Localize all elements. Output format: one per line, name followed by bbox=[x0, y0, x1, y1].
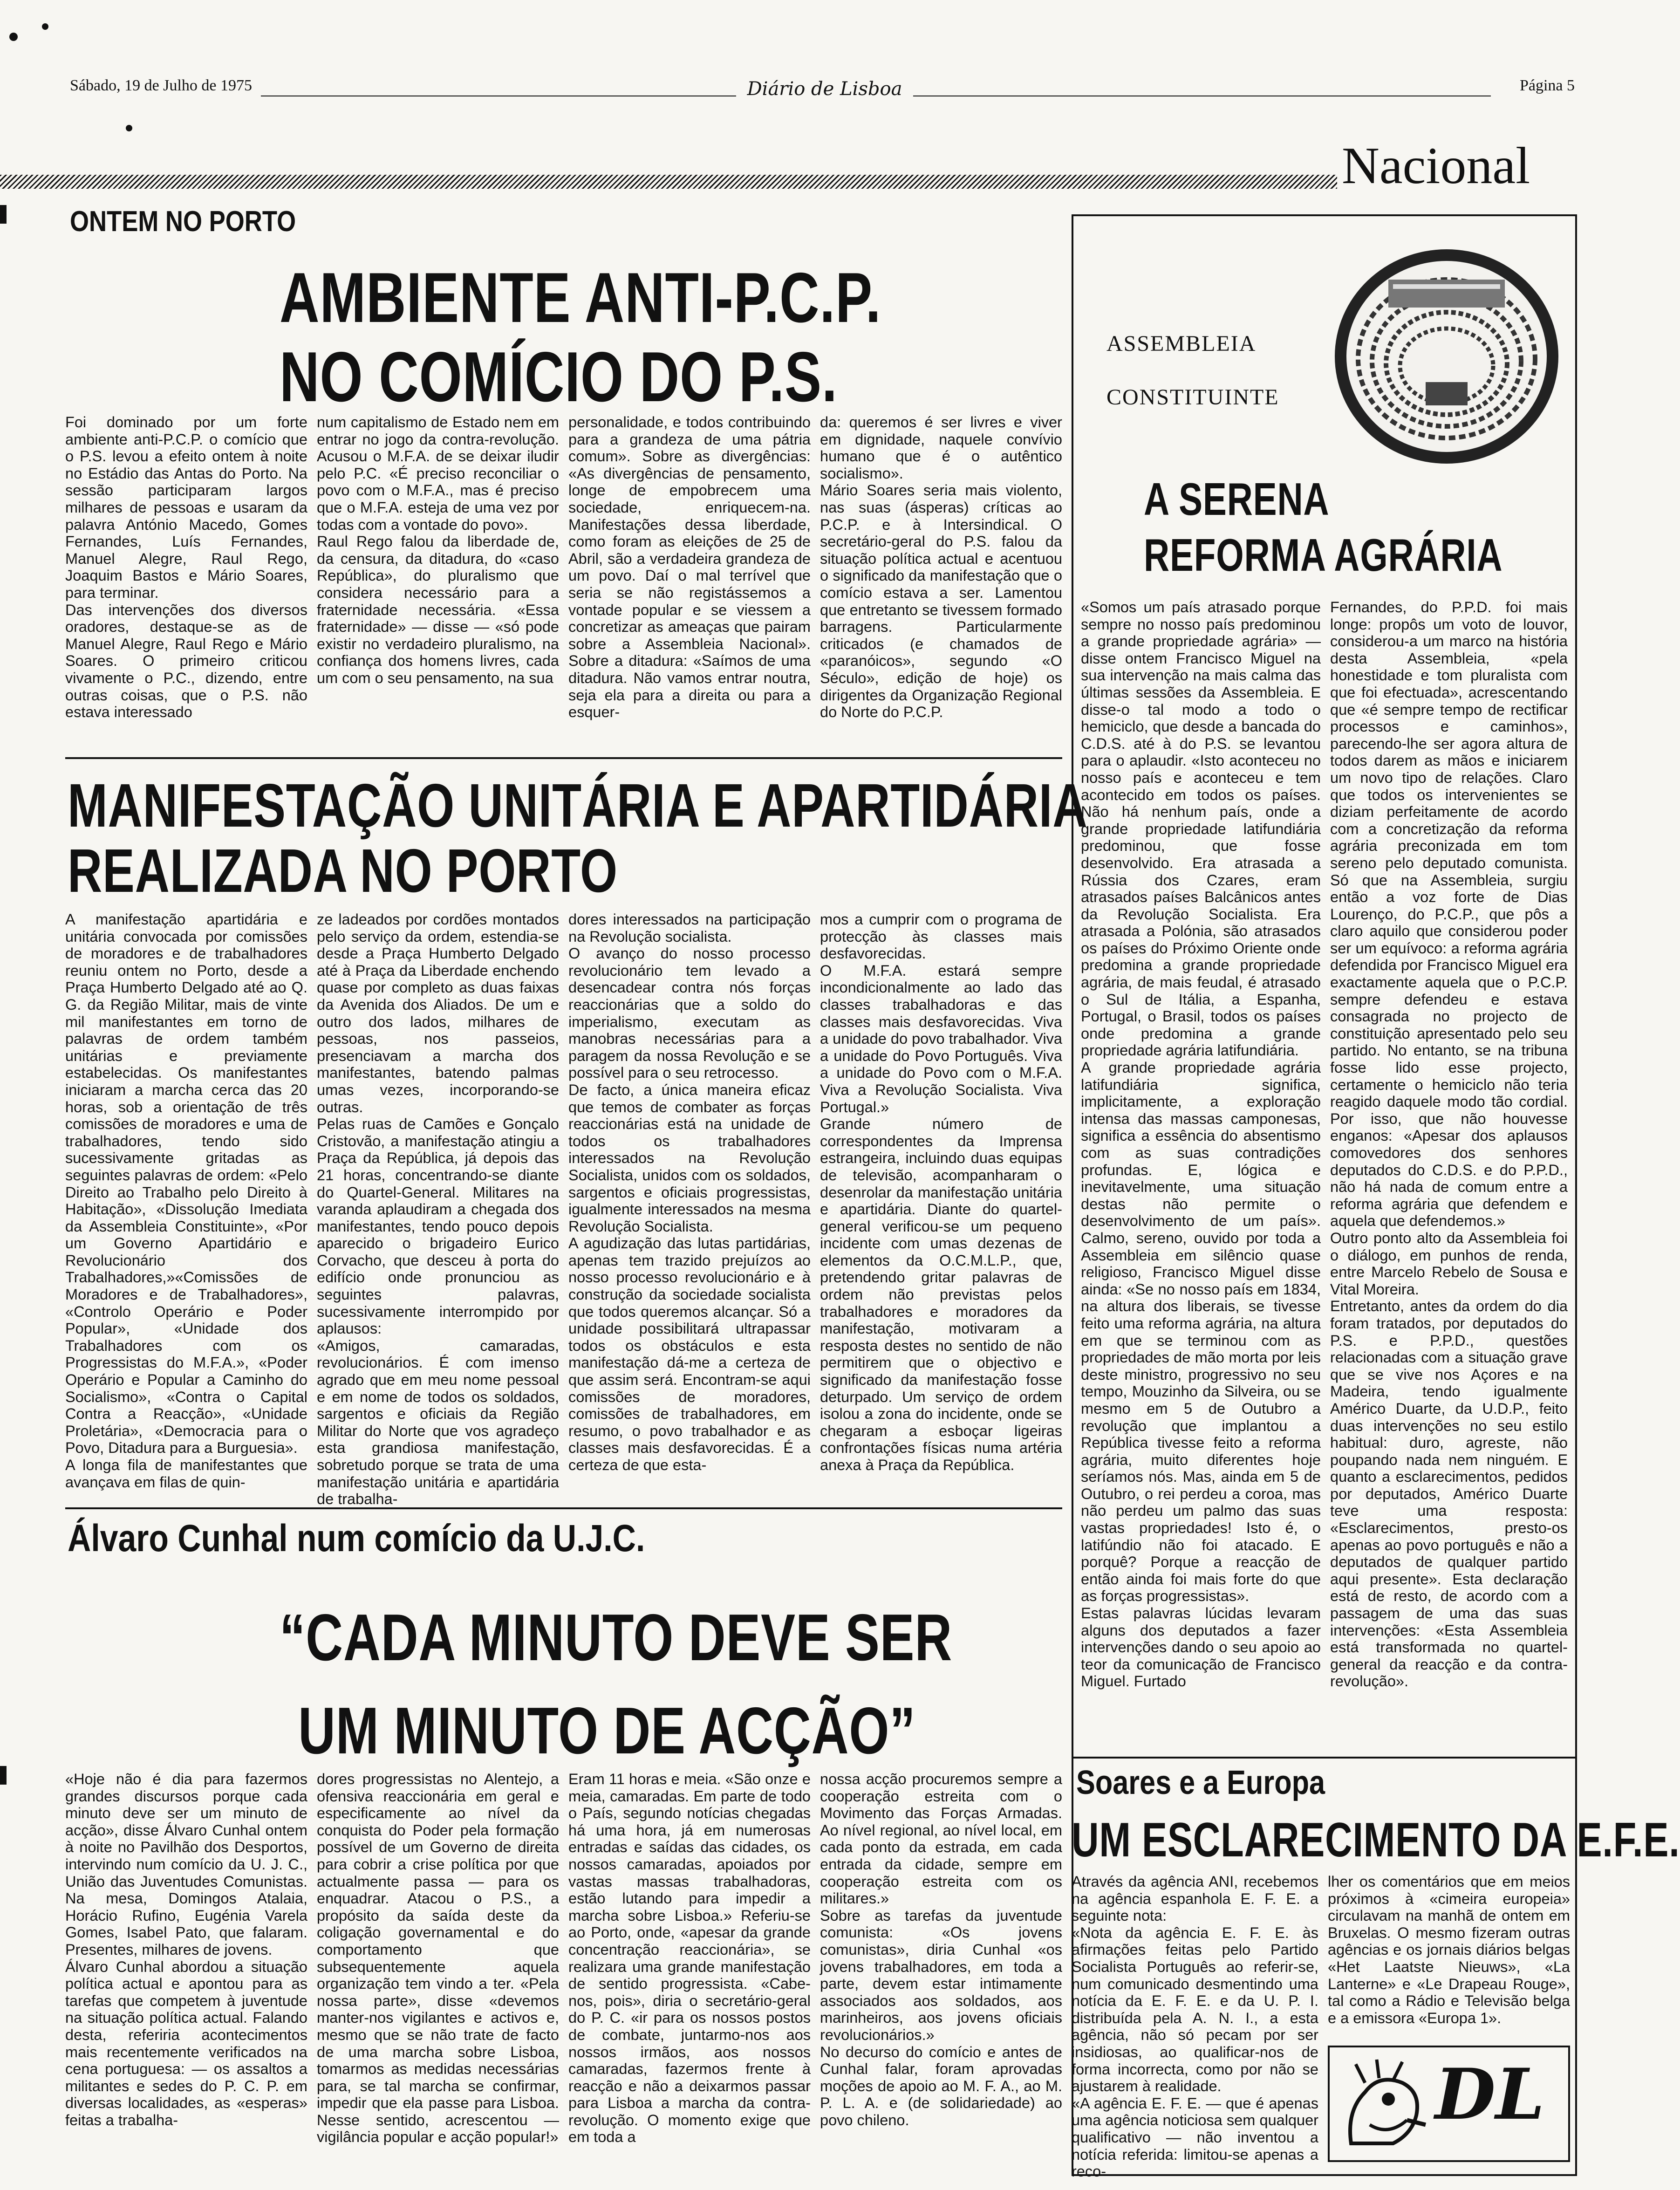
article4-col1: Através da agência ANI, recebemos na agência espanhola E. F. E. a seguinte nota: «Nota da agência E. F. E. às afirmações feitas pelo Partido Socialista Português ao referir-se, num comunicado desmentindo uma notícia da E. F. E. e da U. P. I. distribuída pela A. N. I., a esta agência, não só pecam por ser insidiosas, ao qualificar-nos de forma incorrecta, como por não se ajustarem à realidade. «A agência E. F. E. — que é apenas uma agência noticiosa sem qualquer qualificativo — não inventou a notícia referida: limitou-se apenas a reco- bbox=[1072, 1873, 1318, 2180]
article4-col2: lher os comentários que em meios próximos à «cimeira europeia» circulavam na manhã de ontem em Bruxelas. O mesmo fizeram outras agências e os jornais diários belgas «Het Laatste Nieuws», «La Lanterne» e «Le Drapeau Rouge», tal como a Rádio e Televisão belga e a emissora «Europa 1». bbox=[1328, 1873, 1570, 2026]
article3-headline-line1: “CADA MINUTO DEVE SER bbox=[280, 1601, 953, 1675]
margin-mark bbox=[0, 205, 7, 224]
assembleia-headline-line1: A SERENA bbox=[1144, 473, 1330, 525]
article4-headline: UM ESCLARECIMENTO DA E.F.E. bbox=[1072, 1813, 1680, 1867]
section-hatch-band bbox=[0, 175, 1337, 189]
dl-mascot-illustration bbox=[1337, 2055, 1430, 2153]
print-speck bbox=[42, 23, 48, 30]
article2-col4: mos a cumprir com o programa de protecção às classes mais desfavorecidas. O M.F.A. estará sempre incondicionalmente ao lado das classes trabalhadoras e das classes mais desfavorecidas. Viva a unidade do povo trabalhador. Viva a unidade do Povo Português. Viva a unidade do Povo com o M.F.A. Viva a Revolução Socialista. Viva Portugal.» Grande número de correspondentes da Imprensa estrangeira, incluindo duas equipas de televisão, acompanharam o desenrolar da manifestação unitária e apartidária. Diante do quartel-general verificou-se um pequeno incidente com umas dezenas de elementos da O.C.M.L.P., que, pretendendo gritar palavras de ordem não previstas pelos trabalhadores e moradores da manifestação, motivaram a resposta destes no sentido de não permitirem que o objectivo e significado da manifestação fosse deturpado. Um serviço de ordem isolou a zona do incidente, onde se chegaram a esboçar ligeiras confrontações físicas numa artéria anexa à Praça da República. bbox=[820, 911, 1062, 1473]
page-number: Página 5 bbox=[1519, 77, 1575, 94]
assembleia-headline-line2: REFORMA AGRÁRIA bbox=[1144, 529, 1503, 581]
article3-kicker: Álvaro Cunhal num comício da U.J.C. bbox=[68, 1517, 645, 1560]
print-speck bbox=[126, 125, 132, 131]
article3-col1: «Hoje não é dia para fazermos grandes discursos porque cada minuto deve ser um minuto de acção», disse Álvaro Cunhal ontem à noite no Pavilhão dos Desportos, intervindo num comício da U. J. C., União das Juventudes Comunistas. Na mesa, Domingos Atalaia, Horácio Rufino, Eugénia Varela Gomes, Isabel Pato, que falaram. Presentes, milhares de jovens. Álvaro Cunhal abordou a situação política actual e apontou para as tarefas que competem à juventude na situação política actual. Falando desta, referiria acontecimentos mais recentemente verificados na cena portuguesa: — os assaltos a militantes e sedes do P. C. P. em diversas localidades, as «esperas» feitas a trabalha- bbox=[65, 1771, 307, 2128]
article3-col3: Eram 11 horas e meia. «São onze e meia, camaradas. Em parte de todo o País, segundo notícias chegadas há uma hora, já em numerosas entradas e saídas das cidades, os nossos camaradas, apoiados por vastas massas trabalhadoras, estão lutando para impedir a marcha sobre Lisboa.» Referiu-se ao Porto, onde, «apesar da grande concentração reaccionária», se realizara uma grande manifestação de sentido progressista. «Cabe-nos, pois», diria o secretário-geral do P. C. «ir para os nossos postos de combate, juntarmo-nos aos nossos irmãos, aos nossos camaradas, fazermos frente à reacção e não a deixarmos passar para Lisboa a marcha da contra-revolução. O momento exige que em toda a bbox=[568, 1771, 811, 2146]
separator-rule bbox=[65, 1507, 1062, 1509]
article1-headline-line2: NO COMÍCIO DO P.S. bbox=[280, 337, 838, 417]
assembleia-col2: Fernandes, do P.P.D. foi mais longe: propôs um voto de louvor, considerou-a um marco na história desta Assembleia, «pela honestidade e tom pluralista com que foi efectuada», acrescentando que «é sempre tempo de rectificar processos e caminhos», parecendo-lhe ser agora altura de todos darem as mãos e iniciarem um novo tipo de relações. Claro que todos os intervenientes se diziam perfeitamente de acordo com a concretização da reforma agrária preconizada em tom sereno pelo deputado comunista. Só que na Assembleia, surgiu então a voz forte de Dias Lourenço, do P.C.P., que pôs a claro aquilo que considerou poder ser um equívoco: a reforma agrária defendida por Francisco Miguel era exactamente aquela que o P.C.P. sempre defendeu e estava consagrada no projecto de constituição apresentado pelo seu partido. No entanto, se na tribuna fosse lido esse projecto, certamente o hemiciclo não teria reagido daquele modo tão cordial. Por isso, que não houvesse enganos: «Apesar dos aplausos comovedores dos senhores deputados do C.D.S. e do P.P.D., não há nada de comum entre a reforma agrária que defendem e aquela que defendemos.» Outro ponto alto da Assembleia foi o diálogo, em punhos de renda, entre Marcelo Rebelo de Sousa e Vital Moreira. Entretanto, antes da ordem do dia foram tratados, por deputados do P.S. e P.P.D., questões relacionadas com a situação grave que se vive nos Açores e na Madeira, tendo igualmente Américo Duarte, da U.D.P., feito duas intervenções no seu estilo habitual: duro, agreste, não poupando nada nem ninguém. E quanto a esclarecimentos, pedidos por deputados, Américo Duarte teve uma resposta: «Esclarecimentos, presto-os apenas ao povo português e não a deputados de qualquer partido aqui presente». Esta declaração está de resto, de acordo com a passagem de uma das suas intervenções: «Esta Assembleia está transformada no quartel-general da reacção e da contra-revolução». bbox=[1330, 599, 1568, 1690]
page-date: Sábado, 19 de Julho de 1975 bbox=[70, 77, 252, 94]
article2-col1: A manifestação apartidária e unitária convocada por comissões de moradores e de trabalhadores reuniu ontem no Porto, desde a Praça Humberto Delgado até ao Q. G. da Região Militar, mais de vinte mil manifestantes em torno de palavras de ordem também unitárias e previamente estabelecidas. Os manifestantes iniciaram a marcha cerca das 20 horas, sob a orientação de três comissões de moradores e uma de trabalhadores, tendo sido sucessivamente gritadas as seguintes palavras de ordem: «Pelo Direito ao Trabalho pelo Direito à Habitação», «Dissolução Imediata da Assembleia Constituinte», «Por um Governo Apartidário e Revolucionário dos Trabalhadores,»«Comissões de Moradores e de Trabalhadores», «Controlo Operário e Poder Popular», «Unidade dos Trabalhadores com os Progressistas do M.F.A.», «Poder Operário e Popular a Caminho do Socialismo», «Contra o Capital Contra a Reacção», «Unidade Proletária», «Democracia para o Povo, Ditadura para a Burguesia». A longa fila de manifestantes que avançava em filas de quin- bbox=[65, 911, 307, 1491]
assembleia-label-2: CONSTITUINTE bbox=[1106, 385, 1279, 410]
assembly-hall-photo bbox=[1332, 247, 1561, 466]
article2-headline-line2: REALIZADA NO PORTO bbox=[68, 836, 618, 905]
article2-headline-line1: MANIFESTAÇÃO UNITÁRIA E APARTIDÁRIA bbox=[68, 771, 1088, 840]
margin-mark bbox=[0, 1766, 7, 1785]
article3-col4: nossa acção procuremos sempre a cooperação estreita com o Movimento das Forças Armadas. Ao nível regional, ao nível local, em cada ponto da estrada, em cada entrada da cidade, sempre em cooperação estreita com os militares.» Sobre as tarefas da juventude comunista: «Os jovens comunistas», diria Cunhal «os jovens trabalhadores, em toda a parte, devem estar intimamente associados aos soldados, aos marinheiros, aos jovens oficiais revolucionários.» No decurso do comício e antes de Cunhal falar, foram aprovadas moções de apoio ao M. F. A., ao M. P. L. A. e (de solidariedade) ao povo chileno. bbox=[820, 1771, 1062, 2128]
masthead: Diário de Lisboa bbox=[747, 78, 902, 100]
article3-headline-line2: UM MINUTO DE ACÇÃO” bbox=[298, 1694, 916, 1768]
article2-col3: dores interessados na participação na Revolução socialista. O avanço do nosso processo revolucionário tem levado a desencadear contra nós forças reaccionárias que a soldo do imperialismo, executam as manobras necessárias para a paragem da nossa Revolução e se possível para o seu retrocesso. De facto, a única maneira eficaz que temos de combater as forças reaccionárias está na unidade de todos os trabalhadores interessados na Revolução Socialista, unidos com os soldados, sargentos e oficiais progressistas, igualmente interessados na mesma Revolução Socialista. A agudização das lutas partidárias, apenas tem trazido prejuízos ao nosso processo revolucionário e à construção da sociedade socialista que todos queremos alcançar. Só a unidade possibilitará ultrapassar todos os obstáculos e esta manifestação dá-me a certeza de que assim será. Encontram-se aqui comissões de moradores, comissões de trabalhadores, em resumo, o povo trabalhador e as classes mais desfavorecidas. É a certeza de que esta- bbox=[568, 911, 811, 1473]
article3-col2: dores progressistas no Alentejo, a ofensiva reaccionária em geral e especificamente ao nível da conquista do Poder pela formação possível de um Governo de direita para cobrir a crise política por que actualmente passa — para os enquadrar. Atacou o P.S., a propósito da saída deste da coligação governamental e do comportamento que subsequentemente aquela organização tem vindo a ter. «Pela nossa parte», disse «devemos manter-nos vigilantes e activos e, mesmo que se não trate de facto de uma marcha sobre Lisboa, tomarmos as medidas necessárias para, se tal marcha se confirmar, impedir que ela passe para Lisboa. Nesse sentido, acrescentou — vigilância popular e acção popular!» bbox=[317, 1771, 559, 2146]
print-speck bbox=[9, 33, 18, 41]
article1-col3: personalidade, e todos contribuindo para a grandeza de uma pátria comum». Sobre as divergências: «As divergências de pensamento, longe de empobrecem uma sociedade, enriquecem-na. Manifestações dessa liberdade, como foram as eleições de 25 de Abril, são a verdadeira grandeza de um povo. Daí o mal terrível que seria se não registássemos a vontade popular e se viessem a concretizar as ameaças que pairam sobre a Assembleia Nacional». Sobre a ditadura: «Saímos de uma ditadura. Não vamos entrar noutra, seja ela para a direita ou para a esquer- bbox=[568, 414, 811, 721]
article1-headline-line1: AMBIENTE ANTI-P.C.P. bbox=[280, 258, 881, 337]
article1-col2: num capitalismo de Estado nem em entrar no jogo da contra-revolução. Acusou o M.F.A. de se deixar iludir pelo P.C. «É preciso reconciliar o povo com o M.F.A., mas é preciso que o M.F.A. esteja de uma vez por todas com a vontade do povo». Raul Rego falou da liberdade de, da censura, da ditadura, do «caso República», do pluralismo que considera necessário para a fraternidade necessária. «Essa fraternidade» — disse — «só pode existir no verdadeiro pluralismo, na confiança dos homens livres, cada um com o seu pensamento, na sua bbox=[317, 414, 559, 686]
article2-col2: ze ladeados por cordões montados pelo serviço da ordem, estendia-se desde a Praça Humberto Delgado até à Praça da Liberdade enchendo quase por completo as duas faixas da Avenida dos Aliados. De um e outro dos lados, milhares de pessoas, nos passeios, presenciavam a marcha dos manifestantes, batendo palmas umas vezes, incorporando-se outras. Pelas ruas de Camões e Gonçalo Cristovão, a manifestação atingiu a Praça da República, já depois das 21 horas, concentrando-se diante do Quartel-General. Militares na varanda aplaudiram a chegada dos manifestantes, tendo pouco depois aparecido o brigadeiro Eurico Corvacho, que desceu à porta do edifício onde pronunciou as seguintes palavras, sucessivamente interrompido por aplausos: «Amigos, camaradas, revolucionários. É com imenso agrado que em meu nome pessoal e em nome de todos os soldados, sargentos e oficiais da Região Militar do Norte que vos agradeço esta grandiosa manifestação, sobretudo porque se trata de uma manifestação unitária e apartidária de trabalha- bbox=[317, 911, 559, 1508]
dl-logo-text: DL bbox=[1435, 2053, 1545, 2135]
separator-rule bbox=[65, 757, 1062, 759]
article1-kicker: ONTEM NO PORTO bbox=[70, 205, 296, 238]
assembleia-label-1: ASSEMBLEIA bbox=[1106, 331, 1257, 356]
separator-rule bbox=[1072, 1757, 1577, 1759]
article1-col1: Foi dominado por um forte ambiente anti-P.C.P. o comício que o P.S. levou a efeito ontem à noite no Estádio das Antas do Porto. Na sessão participaram largos milhares de pessoas e usaram da palavra António Macedo, Gomes Fernandes, Luís Fernandes, Manuel Alegre, Raul Rego, Joaquim Bastos e Mário Soares, para terminar. Das intervenções dos diversos oradores, destaque-se as de Manuel Alegre, Raul Rego e Mário Soares. O primeiro criticou vivamente o P.C., dizendo, entre outras coisas, que o P.S. não estava interessado bbox=[65, 414, 307, 721]
assembleia-col1: «Somos um país atrasado porque sempre no nosso país predominou a grande propriedade agrária» — disse ontem Francisco Miguel na sua intervenção na mais calma das últimas sessões da Assembleia. E disse-o tal modo a todo o hemiciclo, que desde a bancada do C.D.S. até à do P.S. se levantou para o aplaudir. «Isto aconteceu no nosso país e aconteceu e tem acontecido em todos os países. Não há nenhum país, onde a grande propriedade latifundiária predominou, que fosse desenvolvido. Era atrasada a Rússia dos Czares, eram atrasados países Balcânicos antes da Revolução Socialista. Era atrasada a Polónia, são atrasados os países do Próximo Oriente onde predomina a grande propriedade agrária, de mais feudal, é atrasado o Sul de Itália, a Espanha, Portugal, o Brasil, todos os países onde predomina a grande propriedade agrária latifundiária. A grande propriedade agrária latifundiária significa, implicitamente, a exploração intensa das massas camponesas, significa a essência do absentismo com as suas contradições profundas. E, lógica e inevitavelmente, uma situação destas não permite o desenvolvimento de um país». Calmo, sereno, ouvido por toda a Assembleia em silêncio quase religioso, Francisco Miguel disse ainda: «Se no nosso país em 1834, na altura dos liberais, se tivesse feito uma reforma agrária, na altura em que se terminou com as propriedades de mão morta por leis deste ministro, progressivo no seu tempo, Mouzinho da Silveira, ou se mesmo em 5 de Outubro a revolução que implantou a República tivesse feito a reforma agrária, muito diferentes hoje seríamos nós. Mas, ainda em 5 de Outubro, o rei perdeu a coroa, mas não perdeu um palmo das suas vastas propriedades! Isto é, o latifúndio não foi atacado. E porquê? Porque a reacção de então ainda foi mais forte do que as forças progressistas». Estas palavras lúcidas levaram alguns dos deputados a fazer intervenções dando o seu apoio ao teor da comunicação de Francisco Miguel. Furtado bbox=[1081, 599, 1321, 1690]
article4-kicker: Soares e a Europa bbox=[1076, 1764, 1325, 1801]
section-title: Nacional bbox=[1342, 137, 1530, 195]
article1-col4: da: queremos é ser livres e viver em dignidade, naquele convívio humano que é o autêntico socialismo». Mário Soares seria mais violento, nas suas (ásperas) críticas ao P.C.P. e à Intersindical. O secretário-geral do P.S. falou da situação política actual e acentuou o significado da manifestação que o comício estava a ser. Lamentou que entretanto se tivessem formado barragens. Particularmente criticados (e chamados de «paranóicos», segundo «O Século», edição de hoje) os dirigentes da Organização Regional do Norte do P.C.P. bbox=[820, 414, 1062, 721]
